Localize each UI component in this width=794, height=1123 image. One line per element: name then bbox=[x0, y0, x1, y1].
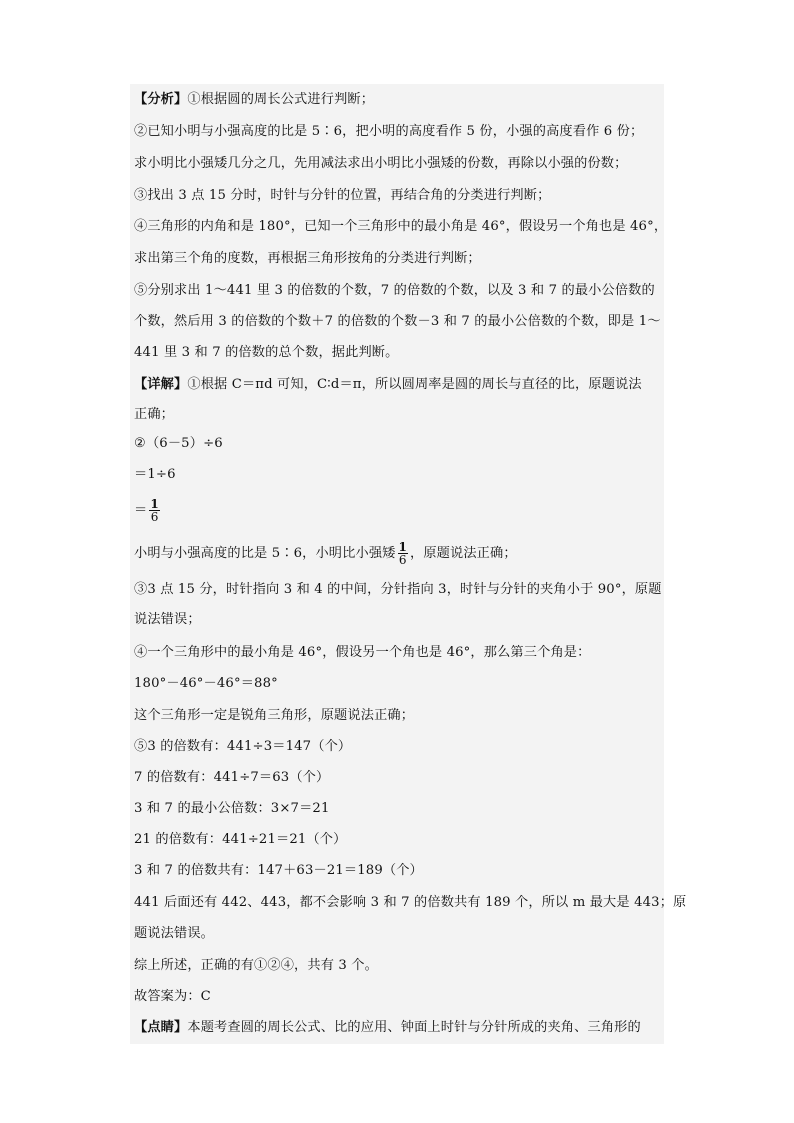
fraction-numerator: 1 bbox=[398, 540, 407, 554]
analysis-text: ①根据圆的周长公式进行判断； bbox=[187, 92, 375, 107]
analysis-heading: 【分析】 bbox=[134, 92, 188, 107]
fraction-denominator: 6 bbox=[150, 510, 159, 524]
text-line: ④一个三角形中的最小角是 46°，假设另一个角也是 46°，那么第三个角是： bbox=[134, 645, 591, 660]
text-segment: 小明与小强高度的比是 5∶6，小明比小强矮 bbox=[134, 546, 396, 561]
text-line: ⑤3 的倍数有：441÷3＝147（个） bbox=[134, 739, 352, 754]
text-line: 这个三角形一定是锐角三角形，原题说法正确； bbox=[134, 708, 415, 723]
fraction-denominator: 6 bbox=[398, 553, 407, 567]
text-line: ④三角形的内角和是 180°，已知一个三角形中的最小角是 46°，假设另一个角也是 46°， bbox=[134, 219, 668, 234]
equals-sign: ＝ bbox=[134, 503, 148, 518]
text-line: ②（6－5）÷6 bbox=[134, 436, 223, 451]
fraction-one-sixth bbox=[398, 541, 409, 566]
fraction-line bbox=[134, 498, 660, 523]
text-line: 综上所述，正确的有①②④，共有 3 个。 bbox=[134, 958, 378, 973]
text-line: 求小明比小强矮几分之几，先用减法求出小明比小强矮的份数，再除以小强的份数； bbox=[134, 156, 628, 171]
text-segment: ，原题说法正确； bbox=[410, 546, 517, 561]
fraction-sentence-line bbox=[134, 541, 660, 566]
text-line: 正确； bbox=[134, 407, 175, 422]
text-line: ＝1÷6 bbox=[134, 467, 176, 482]
detail-heading: 【详解】 bbox=[134, 377, 188, 392]
text-line: 题说法错误。 bbox=[134, 926, 215, 941]
text-line: 个数，然后用 3 的倍数的个数＋7 的倍数的个数－3 和 7 的最小公倍数的个数，即是 1～ bbox=[134, 314, 661, 329]
text-line: ③3 点 15 分，时针指向 3 和 4 的中间，分针指向 3，时针与分针的夹角小于 90°，原题 bbox=[134, 582, 662, 597]
comment-text: 本题考查圆的周长公式、比的应用、钟面上时针与分针所成的夹角、三角形的 bbox=[187, 1020, 641, 1035]
text-line: 441 里 3 和 7 的倍数的总个数，据此判断。 bbox=[134, 345, 399, 360]
detail-text: ①根据 C＝πd 可知，C∶d＝π，所以圆周率是圆的周长与直径的比，原题说法 bbox=[187, 377, 642, 392]
text-line: 说法错误； bbox=[134, 612, 201, 627]
text-line: 21 的倍数有：441÷21＝21（个） bbox=[134, 832, 347, 847]
text-line: 180°－46°－46°＝88° bbox=[134, 676, 278, 691]
text-line: ③找出 3 点 15 分时，时针与分针的位置，再结合角的分类进行判断； bbox=[134, 188, 551, 203]
text-line: 3 和 7 的倍数共有：147＋63－21＝189（个） bbox=[134, 863, 423, 878]
fraction-one-sixth bbox=[149, 498, 160, 523]
analysis-line bbox=[134, 90, 660, 110]
answer-line: 故答案为：C bbox=[134, 989, 211, 1004]
detail-line bbox=[134, 375, 660, 395]
text-line: 3 和 7 的最小公倍数：3×7＝21 bbox=[134, 801, 330, 816]
comment-line bbox=[134, 1018, 660, 1038]
text-line: 441 后面还有 442、443，都不会影响 3 和 7 的倍数共有 189 个，所以 m 最大是 443；原 bbox=[134, 895, 687, 910]
comment-heading: 【点睛】 bbox=[134, 1020, 188, 1035]
text-line: ⑤分别求出 1～441 里 3 的倍数的个数，7 的倍数的个数，以及 3 和 7 的最小公倍数的 bbox=[134, 283, 655, 298]
text-line: 求出第三个角的度数，再根据三角形按角的分类进行判断； bbox=[134, 251, 481, 266]
text-line: ②已知小明与小强高度的比是 5∶6，把小明的高度看作 5 份，小强的高度看作 6 份； bbox=[134, 124, 644, 139]
text-line: 7 的倍数有：441÷7＝63（个） bbox=[134, 770, 330, 785]
fraction-numerator: 1 bbox=[150, 497, 159, 511]
